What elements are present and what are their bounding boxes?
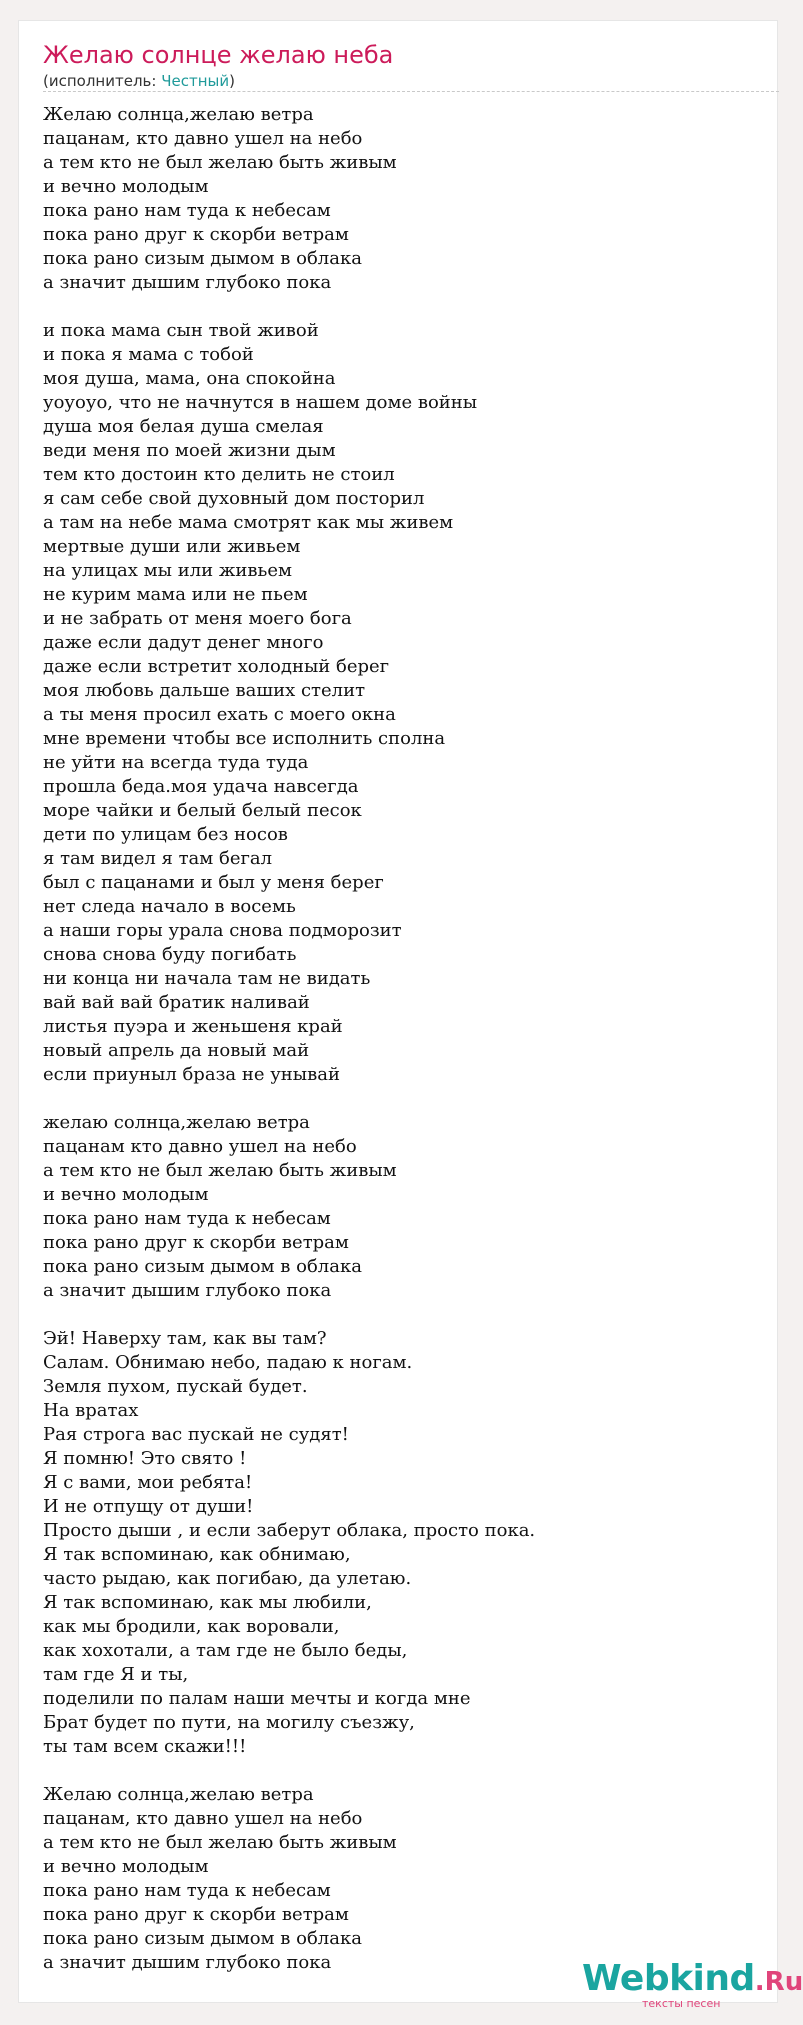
lyric-line: ни конца ни начала там не видать bbox=[43, 968, 371, 989]
artist-prefix: (исполнитель: bbox=[43, 72, 162, 90]
lyric-line: на улицах мы или живьем bbox=[43, 560, 292, 581]
lyric-line: часто рыдаю, как погибаю, да улетаю. bbox=[43, 1568, 412, 1589]
lyric-line: не курим мама или не пьем bbox=[43, 584, 308, 605]
lyric-line: моя душа, мама, она спокойна bbox=[43, 368, 336, 389]
stanza-break bbox=[43, 295, 763, 319]
lyric-line: пока рано нам туда к небесам bbox=[43, 1880, 331, 1901]
lyric-line: пока рано сизым дымом в облака bbox=[43, 1256, 362, 1277]
lyric-line: Я так вспоминаю, как обнимаю, bbox=[43, 1544, 351, 1565]
lyric-line: Просто дыши , и если заберут облака, просто пока. bbox=[43, 1520, 536, 1541]
stanza-break bbox=[43, 1087, 763, 1111]
lyric-line: ты там всем скажи!!! bbox=[43, 1736, 247, 1757]
lyric-line: и пока я мама с тобой bbox=[43, 344, 254, 365]
lyric-line: а тем кто не был желаю быть живым bbox=[43, 1160, 397, 1181]
lyric-line: даже если дадут денег много bbox=[43, 632, 324, 653]
lyric-line: а там на небе мама смотрят как мы живем bbox=[43, 512, 454, 533]
lyric-line: поделили по палам наши мечты и когда мне bbox=[43, 1688, 471, 1709]
lyric-line: а значит дышим глубоко пока bbox=[43, 1952, 332, 1973]
lyric-line: Я так вспоминаю, как мы любили, bbox=[43, 1592, 372, 1613]
lyric-line: пока рано друг к скорби ветрам bbox=[43, 224, 349, 245]
lyric-line: моя любовь дальше ваших стелит bbox=[43, 680, 366, 701]
lyric-line: вай вай вай братик наливай bbox=[43, 992, 310, 1013]
lyric-line: Салам. Обнимаю небо, падаю к ногам. bbox=[43, 1352, 413, 1373]
lyric-line: пока рано нам туда к небесам bbox=[43, 1208, 331, 1229]
lyric-line: если приуныл браза не унывай bbox=[43, 1064, 340, 1085]
lyric-line: не уйти на всегда туда туда bbox=[43, 752, 309, 773]
lyric-line: Рая строга вас пускай не судят! bbox=[43, 1424, 349, 1445]
title-divider bbox=[43, 91, 779, 92]
stanza-break bbox=[43, 1759, 763, 1783]
lyrics-body bbox=[43, 103, 763, 1975]
lyric-line: там где Я и ты, bbox=[43, 1664, 189, 1685]
lyric-line: душа моя белая душа смелая bbox=[43, 416, 324, 437]
song-title: Желаю солнце желаю неба bbox=[43, 41, 394, 69]
lyric-line: пока рано друг к скорби ветрам bbox=[43, 1232, 349, 1253]
lyric-line: желаю солнца,желаю ветра bbox=[43, 1112, 310, 1133]
lyric-line: новый апрель да новый май bbox=[43, 1040, 310, 1061]
lyric-line: пока рано друг к скорби ветрам bbox=[43, 1904, 349, 1925]
webkind-logo[interactable] bbox=[582, 1957, 803, 2013]
lyrics-card bbox=[18, 20, 803, 2010]
lyric-line: нет следа начало в восемь bbox=[43, 896, 296, 917]
lyric-line: Земля пухом, пускай будет. bbox=[43, 1376, 308, 1397]
lyric-line: мне времени чтобы все исполнить сполна bbox=[43, 728, 446, 749]
lyric-line: уоуоуо, что не начнутся в нашем доме войны bbox=[43, 392, 478, 413]
lyric-line: На вратах bbox=[43, 1400, 139, 1421]
stanza-break bbox=[43, 1303, 763, 1327]
logo-tagline: тексты песен bbox=[642, 1997, 721, 2010]
lyric-line: я сам себе свой духовный дом посторил bbox=[43, 488, 425, 509]
lyric-line: Желаю солнца,желаю ветра bbox=[43, 104, 314, 125]
lyric-line: даже если встретит холодный берег bbox=[43, 656, 390, 677]
lyric-line: веди меня по моей жизни дым bbox=[43, 440, 336, 461]
lyric-line: как мы бродили, как воровали, bbox=[43, 1616, 340, 1637]
lyric-line: я там видел я там бегал bbox=[43, 848, 273, 869]
lyric-line: Брат будет по пути, на могилу съезжу, bbox=[43, 1712, 415, 1733]
lyric-line: был с пацанами и был у меня берег bbox=[43, 872, 384, 893]
lyric-line: пока рано сизым дымом в облака bbox=[43, 1928, 362, 1949]
lyric-line: и вечно молодым bbox=[43, 1184, 209, 1205]
lyric-line: пока рано сизым дымом в облака bbox=[43, 248, 362, 269]
lyric-line: пацанам кто давно ушел на небо bbox=[43, 1136, 357, 1157]
lyric-line: Я с вами, мои ребята! bbox=[43, 1472, 253, 1493]
lyric-line: как хохотали, а там где не было беды, bbox=[43, 1640, 408, 1661]
lyric-line: и пока мама сын твой живой bbox=[43, 320, 319, 341]
lyric-line: пока рано нам туда к небесам bbox=[43, 200, 331, 221]
lyric-line: снова снова буду погибать bbox=[43, 944, 297, 965]
lyric-line: дети по улицам без носов bbox=[43, 824, 288, 845]
lyric-line: пацанам, кто давно ушел на небо bbox=[43, 128, 363, 149]
lyric-line: море чайки и белый белый песок bbox=[43, 800, 362, 821]
logo-main-text: Webkind bbox=[582, 1958, 755, 1999]
lyric-line: а ты меня просил ехать с моего окна bbox=[43, 704, 396, 725]
artist-link[interactable]: Честный bbox=[161, 72, 230, 90]
lyric-line: тем кто достоин кто делить не стоил bbox=[43, 464, 395, 485]
logo-tld-text: .Ru bbox=[754, 1967, 803, 1997]
artist-suffix: ) bbox=[229, 72, 235, 90]
lyric-line: Я помню! Это свято ! bbox=[43, 1448, 247, 1469]
lyric-line: пацанам, кто давно ушел на небо bbox=[43, 1808, 363, 1829]
lyric-line: листья пуэра и женьшеня край bbox=[43, 1016, 343, 1037]
lyric-line: и вечно молодым bbox=[43, 1856, 209, 1877]
lyric-line: а значит дышим глубоко пока bbox=[43, 1280, 332, 1301]
lyric-line: а тем кто не был желаю быть живым bbox=[43, 152, 397, 173]
lyric-line: а тем кто не был желаю быть живым bbox=[43, 1832, 397, 1853]
lyric-line: Эй! Наверху там, как вы там? bbox=[43, 1328, 327, 1349]
lyric-line: и вечно молодым bbox=[43, 176, 209, 197]
lyric-line: а наши горы урала снова подморозит bbox=[43, 920, 402, 941]
lyric-line: мертвые души или живьем bbox=[43, 536, 301, 557]
lyric-line: И не отпущу от души! bbox=[43, 1496, 254, 1517]
artist-line bbox=[43, 71, 235, 91]
lyric-line: а значит дышим глубоко пока bbox=[43, 272, 332, 293]
lyric-line: прошла беда.моя удача навсегда bbox=[43, 776, 359, 797]
lyric-line: Желаю солнца,желаю ветра bbox=[43, 1784, 314, 1805]
lyric-line: и не забрать от меня моего бога bbox=[43, 608, 352, 629]
